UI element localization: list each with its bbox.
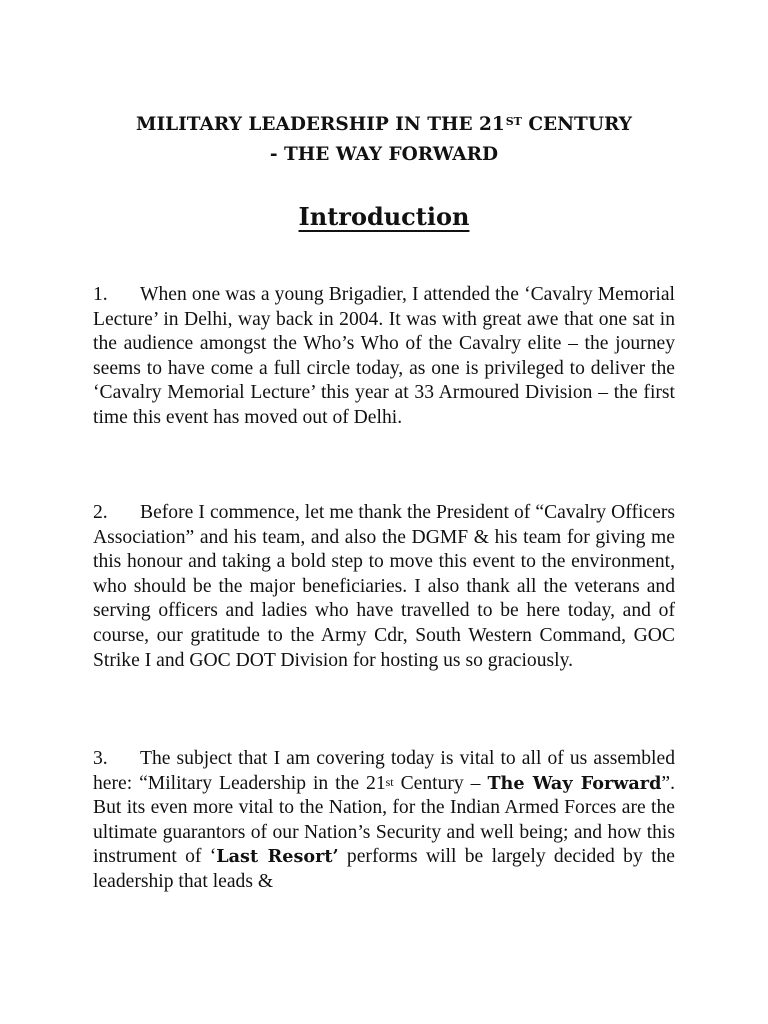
paragraph-text: When one was a young Brigadier, I attended the ‘Cavalry Memorial Lecture’ in Delhi, way back in 2004. It was with great awe that one sat in the audience amongst the Who’s Who of the Cavalry elite – the journey seems to have come a full circle today, as one is privileged to deliver the ‘Cavalry Memorial Lecture’ this year at 33 Armoured Division – the first time this event has moved out of Delhi. — [93, 284, 675, 428]
paragraph-text: Before I commence, let me thank the President of “Cavalry Officers Association” and his team, and also the DGMF & his team for giving me this honour and taking a bold step to move this event to the environment, who should be the major beneficiaries. I also thank all the veterans and serving officers and ladies who have travelled to be here today, and of course, our gratitude to the Army Cdr, South Western Command, GOC Strike I and GOC DOT Division for hosting us so graciously. — [93, 502, 675, 671]
paragraph-number: 1. — [93, 284, 108, 305]
title-tail-text: CENTURY — [521, 114, 632, 135]
paragraph-3 — [93, 747, 675, 895]
paragraph-text: The subject that I am covering today is vital to all of us assembled here: “Military Leadership in the 21 — [93, 748, 675, 794]
title-superscript: ST — [505, 115, 522, 128]
paragraph-number: 2. — [93, 502, 108, 523]
paragraph-text: Century – — [393, 772, 488, 794]
document-title — [93, 110, 675, 170]
bold-phrase-last-resort: Last Resort’ — [216, 846, 339, 868]
bold-phrase-way-forward: The Way Forward — [487, 772, 662, 794]
document-title-line-2: - THE WAY FORWARD — [269, 144, 499, 165]
paragraph-text: performs will be largely decided by the leadership that leads & — [93, 846, 676, 892]
ordinal-superscript: st — [385, 774, 394, 789]
document-title-line-1 — [93, 110, 675, 140]
paragraph-2 — [93, 501, 675, 673]
title-main-text: MILITARY LEADERSHIP IN THE 21 — [136, 114, 505, 135]
paragraph-number: 3. — [93, 748, 108, 769]
paragraph-1 — [93, 283, 675, 431]
paragraph-text: ”. But its even more vital to the Nation, for the Indian Armed Forces are the ultimate guarantors of our Nation’s Security and well being; and how this instrument of ‘ — [93, 772, 675, 868]
section-heading-introduction: Introduction — [298, 202, 470, 231]
